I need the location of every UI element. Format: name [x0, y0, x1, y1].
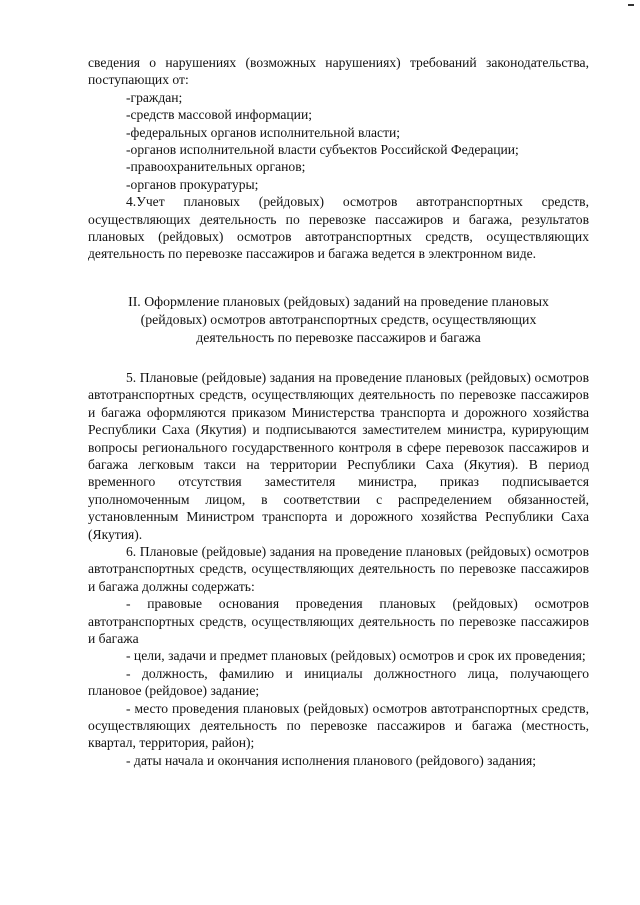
scan-mark — [628, 4, 634, 6]
intro-paragraph: сведения о нарушениях (возможных нарушениях) требований законодательства, поступающих от: — [88, 55, 589, 88]
list-item: -органов прокуратуры; — [126, 176, 259, 192]
contents-list — [88, 595, 589, 769]
list-item: - место проведения плановых (рейдовых) осмотров автотранспортных средств, осуществляющих деятельность по перевозке пассажиров и багажа (местность, квартал, территория, район); — [88, 700, 589, 751]
paragraph-4: 4.Учет плановых (рейдовых) осмотров автотранспортных средств, осуществляющих деятельность по перевозке пассажиров и багажа, результатов плановых (рейдовых) осмотров автотранспортных средств, осуществляющих деятельность по перевозке пассажиров и багажа ведется в электронном виде. — [88, 194, 589, 262]
paragraph-5: 5. Плановые (рейдовые) задания на проведение плановых (рейдовых) осмотров автотранспортных средств, осуществляющих деятельность по перевозке пассажиров и багажа оформляются приказом Министерства транспорта и дорожного хозяйства Республики Саха (Якутия) и подписываются заместителем министра, курирующим вопросы регионального государственного контроля в сфере перевозок пассажиров и багажа легковым такси на территории Республики Саха (Якутия). В период временного отсутствия заместителя министра, приказ подписывается уполномоченным лицом, в соответствии с распределением обязанностей, установленным Министром транспорта и дорожного хозяйства Республики Саха (Якутия). — [88, 369, 589, 542]
list-item: -правоохранительных органов; — [126, 159, 306, 175]
list-item: -федеральных органов исполнительной власти; — [126, 124, 401, 140]
section-heading-line: II. Оформление плановых (рейдовых) заданий на проведение плановых — [128, 293, 549, 309]
list-item: - правовые основания проведения плановых (рейдовых) осмотров автотранспортных средств, осуществляющих деятельность по перевозке пассажиров и багажа — [88, 596, 589, 646]
section-heading-line: (рейдовых) осмотров автотранспортных средств, осуществляющих — [140, 311, 537, 327]
list-item: - должность, фамилию и инициалы должностного лица, получающего плановое (рейдовое) задание; — [88, 665, 589, 699]
paragraph-6: 6. Плановые (рейдовые) задания на проведение плановых (рейдовых) осмотров автотранспортных средств, осуществляющих деятельность по перевозке пассажиров и багажа должны содержать: — [88, 543, 589, 594]
section-heading — [88, 293, 589, 347]
list-item: -граждан; — [126, 89, 183, 105]
list-item: - даты начала и окончания исполнения планового (рейдового) задания; — [126, 752, 537, 768]
section-heading-line: деятельность по перевозке пассажиров и багажа — [196, 329, 481, 345]
list-item: - цели, задачи и предмет плановых (рейдовых) осмотров и срок их проведения; — [126, 648, 586, 664]
list-item: -средств массовой информации; — [126, 107, 313, 123]
document-page — [88, 54, 589, 769]
list-item: -органов исполнительной власти субъектов Российской Федерации; — [126, 142, 519, 158]
sources-list — [88, 89, 589, 193]
